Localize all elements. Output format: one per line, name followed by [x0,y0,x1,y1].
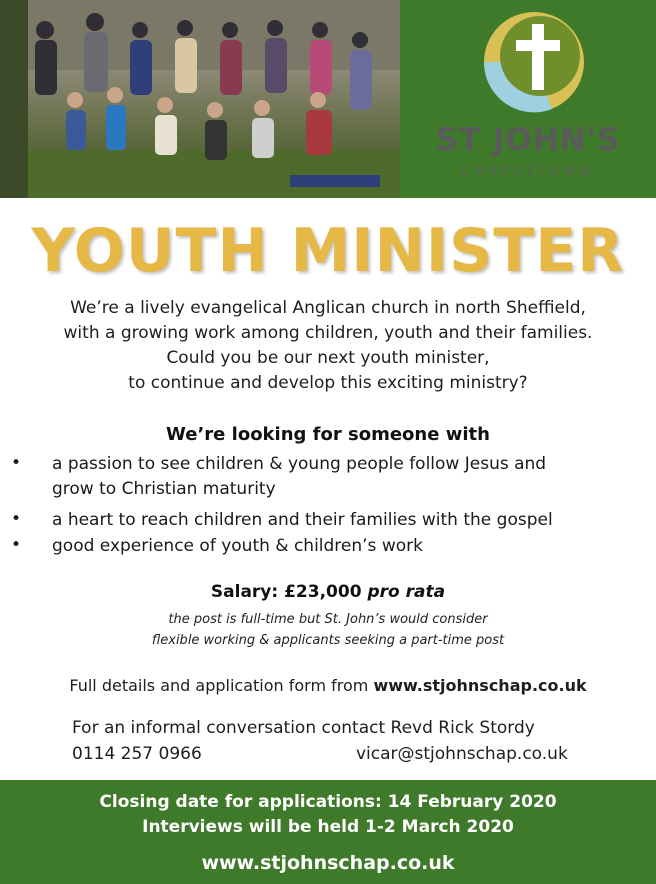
salary-note-line: the post is full-time but St. John’s would consider [168,612,488,627]
looking-heading: We’re looking for someone with [166,424,490,445]
group-photo-illustration [0,0,400,198]
list-item-text: good experience of youth & children’s work [52,536,423,556]
intro-line: with a growing work among children, youth and their families. [63,323,593,343]
list-item-text: a heart to reach children and their families with the gospel [52,510,553,530]
salary-note-line: flexible working & applicants seeking a part-time post [151,633,505,648]
intro-line: to continue and develop this exciting ministry? [128,373,528,393]
interview-dates: Interviews will be held 1-2 March 2020 [142,817,514,837]
contact-email[interactable]: vicar@stjohnschap.co.uk [356,744,568,764]
church-town: CHAPELTOWN [461,164,595,178]
intro-line: Could you be our next youth minister, [166,348,490,368]
page-title: YOUTH MINISTER [31,216,625,286]
salary-suffix: pro rata [367,582,446,602]
footer [0,780,656,884]
closing-date: Closing date for applications: 14 February 2020 [99,792,557,812]
details-line [0,676,656,695]
salary [0,582,656,602]
footer-link[interactable]: www.stjohnschap.co.uk [201,852,455,874]
intro-line: We’re a lively evangelical Anglican church in north Sheffield, [70,298,586,318]
header [0,0,656,198]
brand-panel [400,0,656,198]
church-logo-icon [482,10,586,114]
list-item-text: grow to Christian maturity [52,479,276,499]
bullet-icon: • [11,535,22,555]
details-link[interactable]: www.stjohnschap.co.uk [373,676,587,695]
bullet-icon: • [11,509,22,529]
bullet-icon: • [11,453,22,473]
contact-text: For an informal conversation contact Revd Rick Stordy [72,718,535,738]
intro-paragraph [20,296,636,396]
details-text: Full details and application form from [69,676,369,695]
group-photo [0,0,400,198]
salary-label: Salary: £23,000 [210,582,362,602]
church-name: ST JOHN'S [435,122,621,158]
contact-phone: 0114 257 0966 [72,744,202,764]
list-item-text: a passion to see children & young people follow Jesus and [52,454,547,474]
salary-note [0,609,656,651]
